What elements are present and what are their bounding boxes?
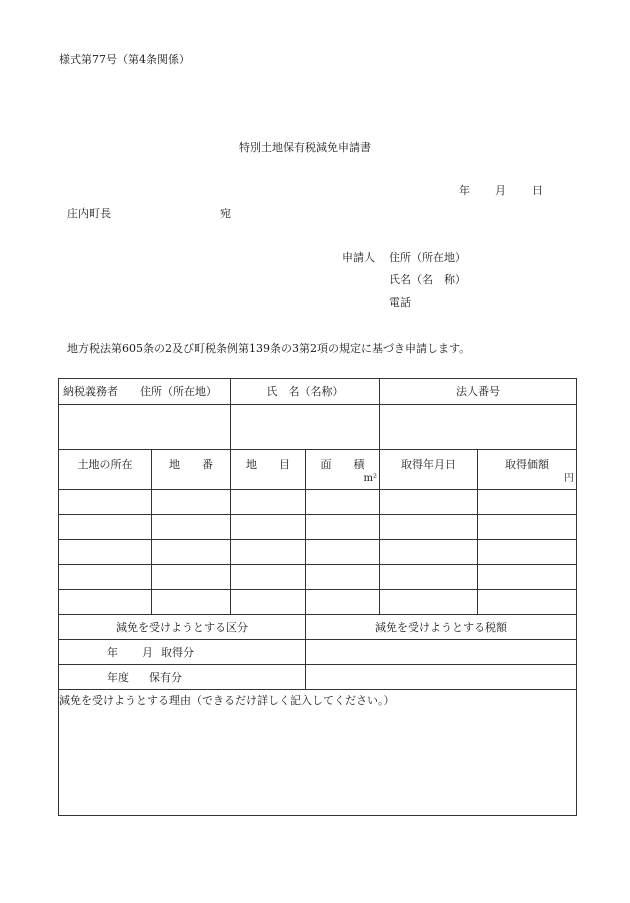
holding-amount-field[interactable] xyxy=(306,665,577,690)
exemption-amount-header: 減免を受けようとする税額 xyxy=(306,615,577,640)
land-category-cell[interactable] xyxy=(231,515,306,540)
acquisition-price-cell[interactable] xyxy=(478,565,577,590)
holding-category-cell[interactable] xyxy=(59,665,306,690)
land-row xyxy=(59,490,577,515)
reason-label: 減免を受けようとする理由（できるだけ詳しく記入してください。） xyxy=(59,694,395,707)
form-number: 様式第77号（第4条関係） xyxy=(59,53,190,66)
date-month-label: 月 xyxy=(495,184,506,197)
land-lot-cell[interactable] xyxy=(152,565,231,590)
holding-year-label: 年度 xyxy=(107,670,129,684)
acquisition-date-header: 取得年月日 xyxy=(380,450,478,490)
acquisition-year-label: 年 xyxy=(107,645,118,659)
taxpayer-label: 納税義務者 xyxy=(63,385,118,398)
land-lot-cell[interactable] xyxy=(152,590,231,615)
land-category-cell[interactable] xyxy=(231,565,306,590)
land-location-cell[interactable] xyxy=(59,540,152,565)
acquisition-price-cell[interactable] xyxy=(478,515,577,540)
taxpayer-address-label: 住所（所在地） xyxy=(140,385,217,398)
land-row xyxy=(59,515,577,540)
taxpayer-name-header: 氏 名（名称） xyxy=(231,379,380,405)
acquisition-price-header xyxy=(478,450,577,490)
land-area-cell[interactable] xyxy=(306,490,380,515)
applicant-name-label: 氏名（名 称） xyxy=(389,273,466,286)
land-category-header: 地 目 xyxy=(231,450,306,490)
land-category-cell[interactable] xyxy=(231,490,306,515)
acquisition-date-cell[interactable] xyxy=(380,565,478,590)
land-location-header: 土地の所在 xyxy=(59,450,152,490)
addressee-suffix: 宛 xyxy=(220,207,231,220)
land-category-cell[interactable] xyxy=(231,590,306,615)
acquisition-date-cell[interactable] xyxy=(380,540,478,565)
acquisition-date-cell[interactable] xyxy=(380,590,478,615)
land-row xyxy=(59,565,577,590)
holding-exemption-row xyxy=(59,665,577,690)
taxpayer-address-header xyxy=(59,379,231,405)
land-lot-cell[interactable] xyxy=(152,540,231,565)
application-statement: 地方税法第605条の2及び町税条例第139条の3第2項の規定に基づき申請します。 xyxy=(67,342,471,355)
taxpayer-header-row xyxy=(59,379,577,405)
acquisition-price-label: 取得価額 xyxy=(505,458,549,471)
addressee-name: 庄内町長 xyxy=(67,207,111,220)
exemption-header-row xyxy=(59,615,577,640)
area-unit: m² xyxy=(363,473,377,484)
reason-field[interactable] xyxy=(59,690,577,816)
land-category-cell[interactable] xyxy=(231,540,306,565)
land-area-header xyxy=(306,450,380,490)
corporate-number-header: 法人番号 xyxy=(380,379,577,405)
taxpayer-address-field[interactable] xyxy=(59,405,231,450)
acquisition-date-cell[interactable] xyxy=(380,490,478,515)
land-location-cell[interactable] xyxy=(59,565,152,590)
acquisition-label: 取得分 xyxy=(161,645,194,659)
price-unit: 円 xyxy=(564,473,574,484)
land-area-cell[interactable] xyxy=(306,590,380,615)
document-title: 特別土地保有税減免申請書 xyxy=(239,141,371,154)
land-location-cell[interactable] xyxy=(59,590,152,615)
reason-row xyxy=(59,690,577,816)
taxpayer-name-field[interactable] xyxy=(231,405,380,450)
land-lot-cell[interactable] xyxy=(152,490,231,515)
land-lot-header: 地 番 xyxy=(152,450,231,490)
corporate-number-field[interactable] xyxy=(380,405,577,450)
date-year-label: 年 xyxy=(459,184,470,197)
land-header-row xyxy=(59,450,577,490)
acquisition-amount-field[interactable] xyxy=(306,640,577,665)
applicant-phone-label: 電話 xyxy=(389,296,411,309)
acquisition-price-cell[interactable] xyxy=(478,540,577,565)
date-day-label: 日 xyxy=(532,184,543,197)
land-row xyxy=(59,540,577,565)
land-area-cell[interactable] xyxy=(306,565,380,590)
holding-label: 保有分 xyxy=(149,670,182,684)
land-location-cell[interactable] xyxy=(59,490,152,515)
land-area-cell[interactable] xyxy=(306,515,380,540)
acquisition-price-cell[interactable] xyxy=(478,590,577,615)
land-lot-cell[interactable] xyxy=(152,515,231,540)
acquisition-price-cell[interactable] xyxy=(478,490,577,515)
acquisition-category-cell[interactable] xyxy=(59,640,306,665)
acquisition-exemption-row xyxy=(59,640,577,665)
acquisition-month-label: 月 xyxy=(142,645,153,659)
applicant-address-label: 住所（所在地） xyxy=(389,251,466,264)
taxpayer-input-row xyxy=(59,405,577,450)
land-area-cell[interactable] xyxy=(306,540,380,565)
applicant-label: 申請人 xyxy=(342,251,375,264)
land-area-label: 面 積 xyxy=(320,458,365,471)
application-form-table xyxy=(58,378,577,816)
land-location-cell[interactable] xyxy=(59,515,152,540)
exemption-category-header: 減免を受けようとする区分 xyxy=(59,615,306,640)
acquisition-date-cell[interactable] xyxy=(380,515,478,540)
land-row xyxy=(59,590,577,615)
